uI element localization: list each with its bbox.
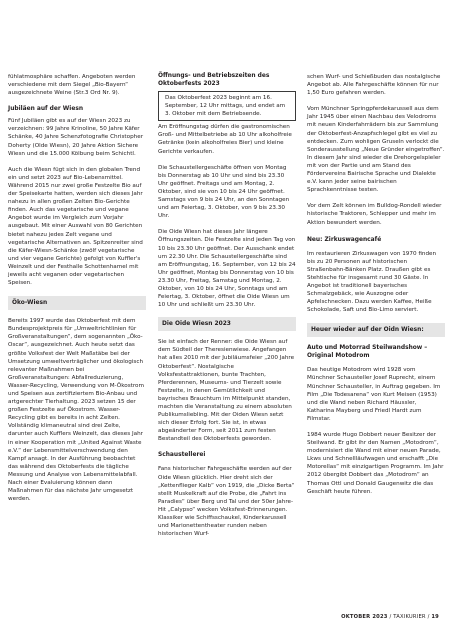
schaustellerei-paragraph: Fans historischer Fahrgeschäfte werden auf der Oide Wiesn glücklich. Hier dreht sich der „Kettenflieger Kalb“ von 1919, die „Dicke Berta“ stellt Muskelkraft auf die Probe, die „Fahrt ins Paradies“ über Berg und Tal und der 50er Jahre-Hit „Calypso“ wecken Volksfest-Erinnerungen. Klassiker wie Schiffsschaukel, Kinderkarussell und Marionettentheater runden neben historischen Wurf- xyxy=(158,466,295,538)
column-left xyxy=(8,0,146,503)
heuer-box-heading: Heuer wieder auf der Oidn Wiesn: xyxy=(307,323,445,337)
bio-veggie-paragraph: Auch die Wiesn fügt sich in den globalen Trend ein und setzt 2023 auf Bio-Lebensmittel. Während 2015 nur zwei große Festzelte Bio auf der Speisekarte hatten, werden sich dieses Jahr nahezu in allen großen Zelten Bio-Gerichte finden. Auch das vegetarische und vegane Angebot wurde im Vergleich zum Vorjahr ausgebaut. Mit einer Auswahl von 80 Gerichten bietet nahezu jedes Zelt vegane und vegetarische Alternativen an. Spitzenreiter sind die Käfer-Wiesn-Schänke (zwölf vegetarische und vier vegane Gerichte) gefolgt von Kuffler's Weinzelt und der Festhalle Schottenhamel mit jeweils acht veganen oder vegetarischen Speisen. xyxy=(8,166,143,287)
footer-magazine-name: / TAXIKURIER / xyxy=(387,614,432,620)
opening-dates-box xyxy=(158,91,296,121)
motodrom-history-paragraph: Das heutige Motodrom wird 1928 vom Münchner Schausteller Josef Ruprecht, einem Münchner Schausteller, in Auftrag gegeben. Im Film „Die Todesarena“ von Kurt Meisen (1953) und die Wand neben Richard Häussler, Katharina Mayberg und Friedl Hardt zum Filmstar. xyxy=(307,367,441,422)
col3-intro-paragraph: schen Wurf- und Schießbuden das nostalgische Angebot ab. Alle Fahrgeschäfte können für nur 1,50 Euro gefahren werden. xyxy=(307,74,441,97)
bulldog-paragraph: Vor dem Zelt können im Bulldog-Rondell wieder historische Traktoren, Schlepper und mehr im Aktion bewundert werden. xyxy=(307,203,442,226)
page-number: 19 xyxy=(431,614,439,620)
opening-dates-text: Das Oktoberfest 2023 beginnt am 16. September, 12 Uhr mittags, und endet am 3. Oktober mit dem Betriebsende. xyxy=(165,95,286,118)
oide-history-paragraph: Sie ist einfach der Renner: die Oide Wiesn auf dem Südteil der Theresienwiese. Angefangen hat alles 2010 mit der Jubiläumsfeier „200 Jahre Oktoberfest“. Nostalgische Volksfestattraktionen, bunte Trachten, Pferderennen, Museums- und Tierzelt sowie Festzelte, in denen Gemütlichkeit und bayrisches Brauchtum im Mittelpunkt standen, machten die Veranstaltung zu einem absoluten Publikumsliebling. Mit der Oiden Wiesn setzt sich dieser Erfolg fort. Sie ist, in etwas abgeänderter Form, seit 2011 zum festen Bestandteil des Oktoberfests geworden. xyxy=(158,339,295,443)
column-right xyxy=(307,0,445,496)
page-footer xyxy=(341,614,439,621)
velodrom-paragraph: Vom Münchner Springpferdekarussell aus dem Jahr 1945 über einen Nachbau des Velodroms mit neuen Kinderfahrrädern bis zur Sammlung der Oktoberfest-Anzapfschlegel gibt es viel zu entdecken. Zum wohligen Gruseln verlockt die Sonderausstellung „Neue Gründer eingetroffen“. In diesem Jahr sind wieder die Drehorgelspieler mit von der Partie und am Stand des Fördervereins Bairische Sprache und Dialekte e.V. kann jeder seine bairischen Sprachkenntnisse testen. xyxy=(307,106,445,194)
jubilaeen-paragraph: Fünf Jubiläen gibt es auf der Wiesn 2023 zu verzeichnen: 99 Jahre Krinoline, 50 Jahre Käfer Schänke, 40 Jahre Schenzfotografie Christopher Doherty (Olde Wiesn), 20 Jahre Aktion Sichere Wiesn und die 15.000 Kölbung beim Schichtl. xyxy=(8,118,144,157)
oide-hours-paragraph: Die Oide Wiesn hat dieses Jahr längere Öffnungszeiten. Die Festzelte sind jeden Tag von 10 bis 23.30 Uhr geöffnet. Der Ausschank endet um 22.30 Uhr. Die Schaustellergeschäfte sind am Eröffnungstag, 16. September, von 12 bis 24 Uhr geöffnet, Montag bis Donnerstag von 10 bis 23.30 Uhr, Freitag, Samstag und Montag, 2. Oktober, von 10 bis 24 Uhr, Sonntags und am Feiertag, 3. Oktober, öffnet die Oide Wiesn um 10 Uhr und schließt um 23.30 Uhr. xyxy=(158,229,296,309)
opening-hours-heading: Öffnungs- und Betriebszeiten des Oktoberfests 2023 xyxy=(158,73,270,87)
oide-wiesn-box-heading: Die Oide Wiesn 2023 xyxy=(158,317,296,331)
zirkuswagencafe-heading: Neu: Zirkuswagencafé xyxy=(307,236,382,243)
oeko-wiesn-box-heading: Öko-Wiesn xyxy=(8,296,146,310)
opening-day-paragraph: Am Eröffnungstag dürfen die gastronomischen Groß- und Mittelbetriebe ab 10 Uhr alkoholfreie Getränke (kein alkoholfreies Bier) und kleine Gerichte verkaufen. xyxy=(158,124,292,155)
schaustellerei-heading: Schaustellerei xyxy=(158,452,206,459)
jubilaeen-heading: Jubiläen auf der Wiesn xyxy=(8,106,84,113)
zirkuswagencafe-paragraph: Im restaurieren Zirkuswagen von 1970 finden bis zu 20 Personen auf historischen Straßenbahn-Bänken Platz. Draußen gibt es Stehtische für insgesamt rund 30 Gäste. In Angebot ist traditionell bayerisches Schmalzgebäck, wie Auszogne oder Apfelschnecken. Dazu werden Kaffee, Heiße Schokolade, Saft und Bio-Limo serviert. xyxy=(307,250,437,314)
oeko-wiesn-paragraph: Bereits 1997 wurde das Oktoberfest mit dem Bundesprojektpreis für „Umweltrichtlinien für Großveranstaltungen“, dem sogenannten „Öko-Oscar“, ausgezeichnet. Auch heute setzt das größte Volksfest der Welt Maßstäbe bei der Umsetzung umweltverträglicher und ökologisch relevanter Maßnahmen bei Großveranstaltungen: Abfallreduzierung, Wasser-Recycling, Verwendung von M-Ökostrom und Speisen aus zertifiziertem Bio-Anbau und artgerechter Tierhaltung. 2023 setzen 15 der großen Festzelte auf Ökostrom. Wasser-Recycling gibt es bereits in acht Zelten. Vollständig klimaneutral sind drei Zelte, darunter auch Kufflers Weinzelt, das dieses Jahr in einer Kooperation mit „United Against Waste e.V.“ der Lebensmittelverschwendung den Kampf ansagt. In der Ausführung beobachtet das während des Oktoberfests die tägliche Messung und Analyse von Lebensmittelabfall. Nach einer Evaluierung können dann Maßnahmen für das nächste Jahr umgesetzt werden. xyxy=(8,318,145,503)
steilwandshow-heading: Auto und Motorrad Steilwandshow – Original Motodrom xyxy=(307,345,428,360)
col1-intro-paragraph: fühlatmosphäre schaffen. Angeboten werden verschiedene mit dem Siegel „Bio-Bayern“ ausgezeichnete Weine (Str.3 Ord Nr. 9). xyxy=(8,74,136,97)
footer-issue-date: OKTOBER 2023 xyxy=(341,614,388,620)
rides-hours-paragraph: Die Schaustellergeschäfte öffnen von Montag bis Donnerstag ab 10 Uhr und sind bis 23.30 Uhr geöffnet. Freitags und am Montag, 2. Oktober, sind sie von 10 bis 24 Uhr geöffnet. Samstags von 9 bis 24 Uhr, an den Sonntagen und am Feiertag, 3. Oktober, von 9 bis 23.30 Uhr. xyxy=(158,164,290,220)
column-middle xyxy=(158,0,296,538)
dobbert-paragraph: 1984 wurde Hugo Dobbert neuer Besitzer der Steilwand. Er gibt ihr den Namen „Motodrom“, modernisiert die Wand mit einer neuen Parade, Lkws und Schnellläufwagen und erschafft „Die Motorellas“ mit einzigartigen Programm. Im Jahr 2012 übergibt Dobbert das „Motodrom“ an Thomas Ottl und Donald Gaugenwitz die das Geschäft heute führen. xyxy=(307,432,444,495)
